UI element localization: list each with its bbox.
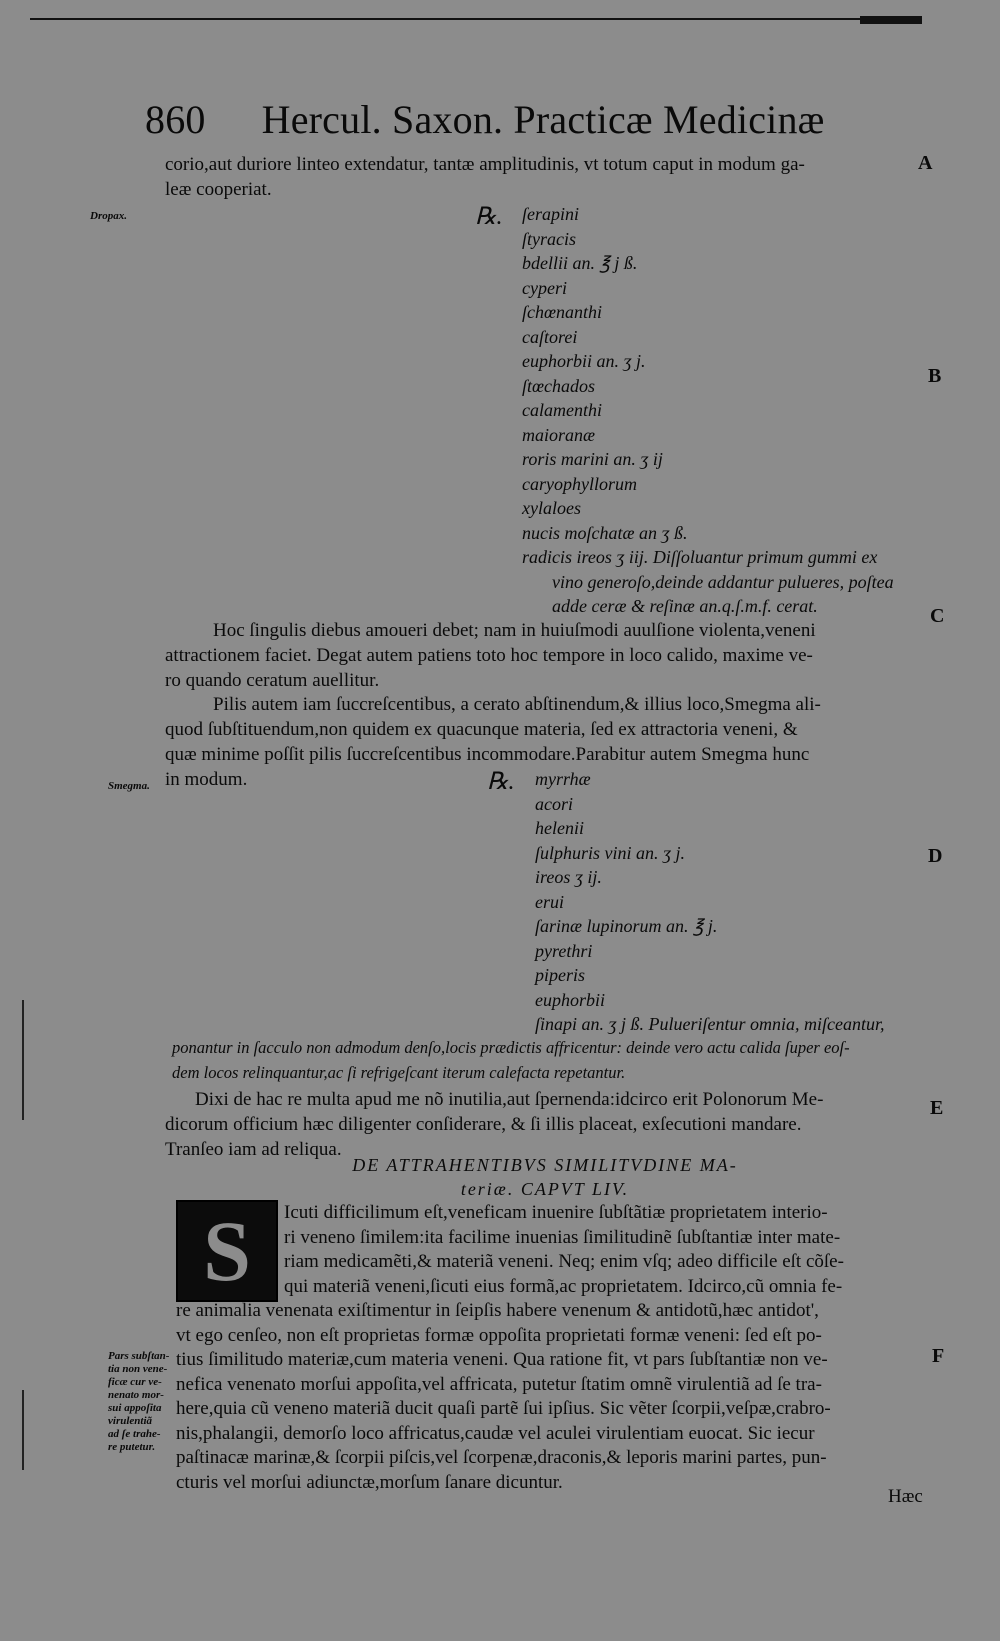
ingredient: pyrethri (535, 940, 593, 961)
ingredient: calamenthi (522, 400, 602, 420)
ingredient: maioranæ (522, 424, 596, 445)
ingredient: ſulphuris vini an. ʒ j. (535, 842, 685, 863)
paragraph-1: Hoc ſingulis diebus amoueri debet; nam in huiuſmodi auulſione violenta,veneni attractionem faciet. Degat autem patiens toto hoc tempore in loco calido, maxime ve- ro quando ceratum auellitur. (165, 620, 816, 691)
chapter-text: re animalia venenata exiſtimentur in ſeipſis habere venenum & antidotũ,hæc antidot', vt ego cenſeo, non eſt proprietas formæ oppoſita proprietati formæ veneni: ſed eſt po- tius ſimilitudo materiæ,cum materia veneni. Qua ratione fit, vt pars ſubſtantiæ non ve- nefica venenato morſui appoſita,vel affricata, putetur ſtatim omnẽ virulentiã ad ſe tra- here,quia cũ veneno materiã ducit quaſi partẽ ſui ipſius. Sic vẽter ſcorpii,veſpæ,crabro- nis,phalangii, demorſo loco affricatus,caudæ vel aculei virulentiam euocat. Sic iecur paſtinacæ marinæ,& ſcorpii piſcis,vel ſcorpenæ,draconis,& leporis marini partes, pun- cturis vel morſui adiunctæ,morſum ſanare dicuntur. (176, 1300, 831, 1493)
recipe-symbol-2: ℞. (487, 769, 515, 795)
ingredient: piperis (535, 965, 586, 985)
intro-text: corio,aut duriore linteo extendatur, tantæ amplitudinis, vt totum caput in modum ga- leæ cooperiat. (165, 154, 805, 200)
chapter-heading: DE ATTRAHENTIBVS SIMILITVDINE MA- teriæ. CAPVT LIV. (352, 1155, 738, 1199)
ingredient: ireos ʒ ij. (535, 867, 602, 887)
ingredient: nucis moſchatæ an ʒ ß. (522, 522, 688, 543)
ingredient: ſinapi an. ʒ j ß. Pulueriſentur omnia, miſceantur, (535, 1014, 885, 1034)
recipe-2-continuation: ponantur in ſacculo non admodum denſo,locis prædictis affricentur: deinde vero actu calida ſuper eoſ- dem locos relinquantur,ac ſi refrigeſcant iterum calefacta repetantur. (172, 1038, 850, 1082)
paragraph-2: Pilis autem iam ſuccreſcentibus, a cerato abſtinendum,& illius loco,Smegma ali- quod ſubſtituendum,non quidem ex quacunque materia, ſed ex attractoria veneni, & quæ minime poſſit pilis ſuccreſcentibus incommodare.Parabitur autem Smegma hunc in modum. (165, 694, 821, 790)
chapter-text-indented: Icuti difficilimum eſt,veneficam inuenire ſubſtãtiæ proprietatem interio- ri veneno ſimilem:ita facilime inuenias ſimilitudinẽ ſubſtantiæ inter mate- riam medicamẽti,& materiã veneni. Neq; enim vſq; adeo difficile eſt cõſe- qui materiã veneni,ſicuti eius formã,ac proprietatem. Idcirco,cũ omnia fe- (284, 1202, 844, 1297)
page-header (145, 96, 825, 143)
recipe-ingredients-2 (535, 767, 884, 1037)
recipe-symbol: ℞. (475, 204, 503, 230)
ingredient: erui (535, 891, 564, 912)
recipe-ingredients-1 (522, 202, 894, 619)
ingredient: ſarinæ lupinorum an. ℥ j. (535, 916, 718, 936)
ingredient: ſtœchados (522, 375, 596, 396)
ingredient: caryophyllorum (522, 473, 637, 494)
ingredient: caſtorei (522, 326, 578, 347)
ingredient: roris marini an. ʒ ij (522, 449, 663, 469)
ingredient: euphorbii (535, 989, 605, 1010)
gutter-line (22, 1390, 24, 1470)
running-title: Hercul. Saxon. Practicæ Medicinæ (261, 97, 825, 142)
ingredient: helenii (535, 818, 584, 838)
ingredient: ſerapini (522, 204, 579, 224)
margin-note-dropax: Dropax. (90, 210, 127, 222)
top-rule (30, 18, 920, 20)
ingredient: acori (535, 793, 573, 814)
ingredient: adde ceræ & reſinæ an.q.ſ.m.f. cerat. (552, 596, 818, 616)
section-letter-e: E (930, 1097, 944, 1119)
ingredient: bdellii an. ℥ j ß. (522, 253, 638, 273)
ingredient: xylaloes (522, 498, 581, 518)
paragraph-3: Dixi de hac re multa apud me nõ inutilia,aut ſpernenda:idcirco erit Polonorum Me- dicorum officium hæc diligenter conſiderare, & ſi illis placeat, exſecutioni mandare. Tranſeo iam ad reliqua. (165, 1089, 824, 1160)
ingredient: ſchœnanthi (522, 302, 602, 322)
ingredient: cyperi (522, 277, 567, 298)
ingredient: vino generoſo,deinde addantur pulueres, poſtea (552, 571, 894, 592)
ingredient: myrrhæ (535, 769, 591, 789)
page-number: 860 (145, 97, 206, 142)
ingredient: euphorbii an. ʒ j. (522, 351, 646, 371)
section-letter-c: C (930, 605, 945, 627)
decorative-drop-cap: S (176, 1200, 278, 1302)
top-rule-thick (860, 16, 922, 24)
section-letter-a: A (918, 152, 933, 174)
margin-note-smegma: Smegma. (108, 780, 150, 792)
margin-note-pars: Pars subſtan- tia non vene- ficæ cur ve- nenato mor- sui appoſita virulentiã ad ſe trahe- re putetur. (108, 1350, 170, 1453)
catchword: Hæc (888, 1486, 923, 1507)
section-letter-f: F (932, 1345, 945, 1367)
gutter-line (22, 1000, 24, 1120)
section-letter-d: D (928, 845, 943, 867)
ingredient: ſtyracis (522, 228, 576, 249)
ingredient: radicis ireos ʒ iij. Diſſoluantur primum gummi ex (522, 547, 878, 567)
section-letter-b: B (928, 365, 942, 387)
